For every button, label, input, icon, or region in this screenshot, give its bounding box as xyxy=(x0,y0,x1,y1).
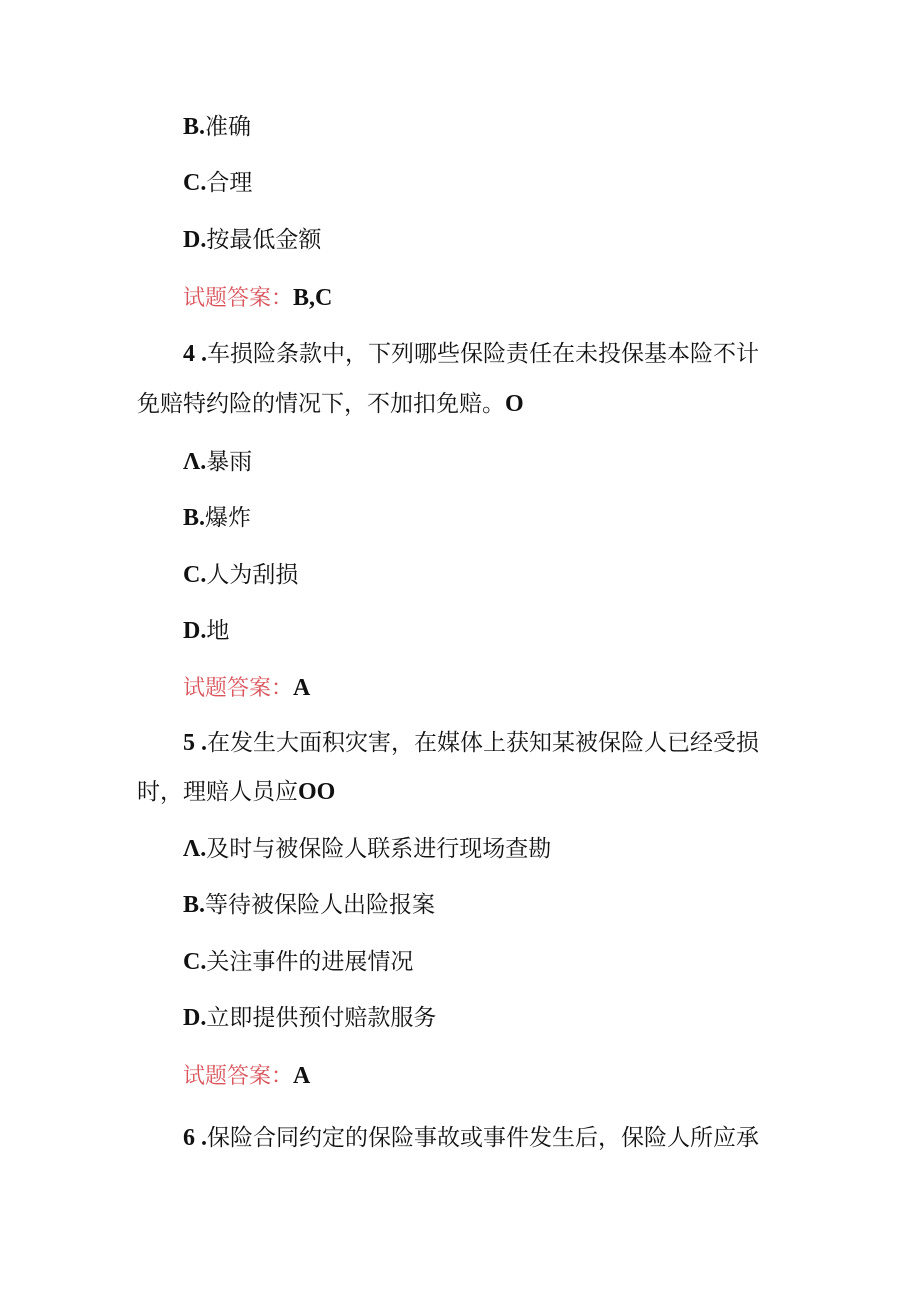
option-q5-d xyxy=(183,1003,436,1033)
option-letter: B. xyxy=(183,114,206,140)
option-q3-d xyxy=(183,225,321,255)
option-letter: B. xyxy=(183,892,206,918)
option-letter: C. xyxy=(183,170,207,196)
answer-label: 试题答案： xyxy=(183,676,294,701)
option-q4-c xyxy=(183,560,298,590)
option-letter: D. xyxy=(183,1005,207,1031)
option-text: 及时与被保险人联系进行现场查勘 xyxy=(206,836,552,862)
option-letter: B. xyxy=(183,505,206,531)
option-letter: D. xyxy=(183,618,207,644)
answer-value: A xyxy=(293,1063,311,1089)
option-letter: D. xyxy=(183,227,207,253)
answer-q5 xyxy=(183,1061,310,1092)
question-4-line-1 xyxy=(183,339,759,369)
answer-q3 xyxy=(183,283,332,314)
option-q3-b xyxy=(183,112,251,142)
answer-label: 试题答案： xyxy=(183,286,294,311)
option-text: 立即提供预付赔款服务 xyxy=(206,1005,437,1031)
answer-value: B,C xyxy=(293,285,333,311)
answer-label: 试题答案： xyxy=(183,1064,294,1089)
question-6-line-1 xyxy=(183,1123,759,1153)
option-text: 按最低金额 xyxy=(206,227,322,253)
question-text: 免赔特约险的情况下，不加扣免赔。 xyxy=(137,391,505,417)
option-q4-a xyxy=(183,447,252,477)
answer-q4 xyxy=(183,673,310,704)
option-q4-b xyxy=(183,503,251,533)
question-number: 4 . xyxy=(183,341,207,367)
option-letter: Λ. xyxy=(183,836,207,862)
option-q5-b xyxy=(183,890,435,920)
option-text: 准确 xyxy=(205,114,252,140)
option-q5-a xyxy=(183,834,551,864)
option-letter: Λ. xyxy=(183,449,207,475)
question-text: 时，理赔人员应 xyxy=(137,779,298,805)
question-blank: OO xyxy=(298,779,336,805)
option-text: 等待被保险人出险报案 xyxy=(205,892,436,918)
option-letter: C. xyxy=(183,949,207,975)
question-text: 保险合同约定的保险事故或事件发生后，保险人所应承 xyxy=(207,1125,759,1151)
answer-value: A xyxy=(293,675,311,701)
option-letter: C. xyxy=(183,562,207,588)
question-number: 6 . xyxy=(183,1125,207,1151)
question-4-line-2 xyxy=(137,389,524,419)
option-text: 合理 xyxy=(206,170,253,196)
option-text: 暴雨 xyxy=(206,449,253,475)
option-q3-c xyxy=(183,168,252,198)
question-5-line-1 xyxy=(183,728,759,758)
question-text: 车损险条款中，下列哪些保险责任在未投保基本险不计 xyxy=(207,341,759,367)
option-q4-d xyxy=(183,616,229,646)
question-number: 5 . xyxy=(183,730,207,756)
option-q5-c xyxy=(183,947,413,977)
option-text: 地 xyxy=(206,618,230,644)
question-text: 在发生大面积灾害，在媒体上获知某被保险人已经受损 xyxy=(207,730,759,756)
question-blank: O xyxy=(505,391,524,417)
question-5-line-2 xyxy=(137,777,335,807)
option-text: 关注事件的进展情况 xyxy=(206,949,414,975)
option-text: 人为刮损 xyxy=(206,562,299,588)
option-text: 爆炸 xyxy=(205,505,252,531)
